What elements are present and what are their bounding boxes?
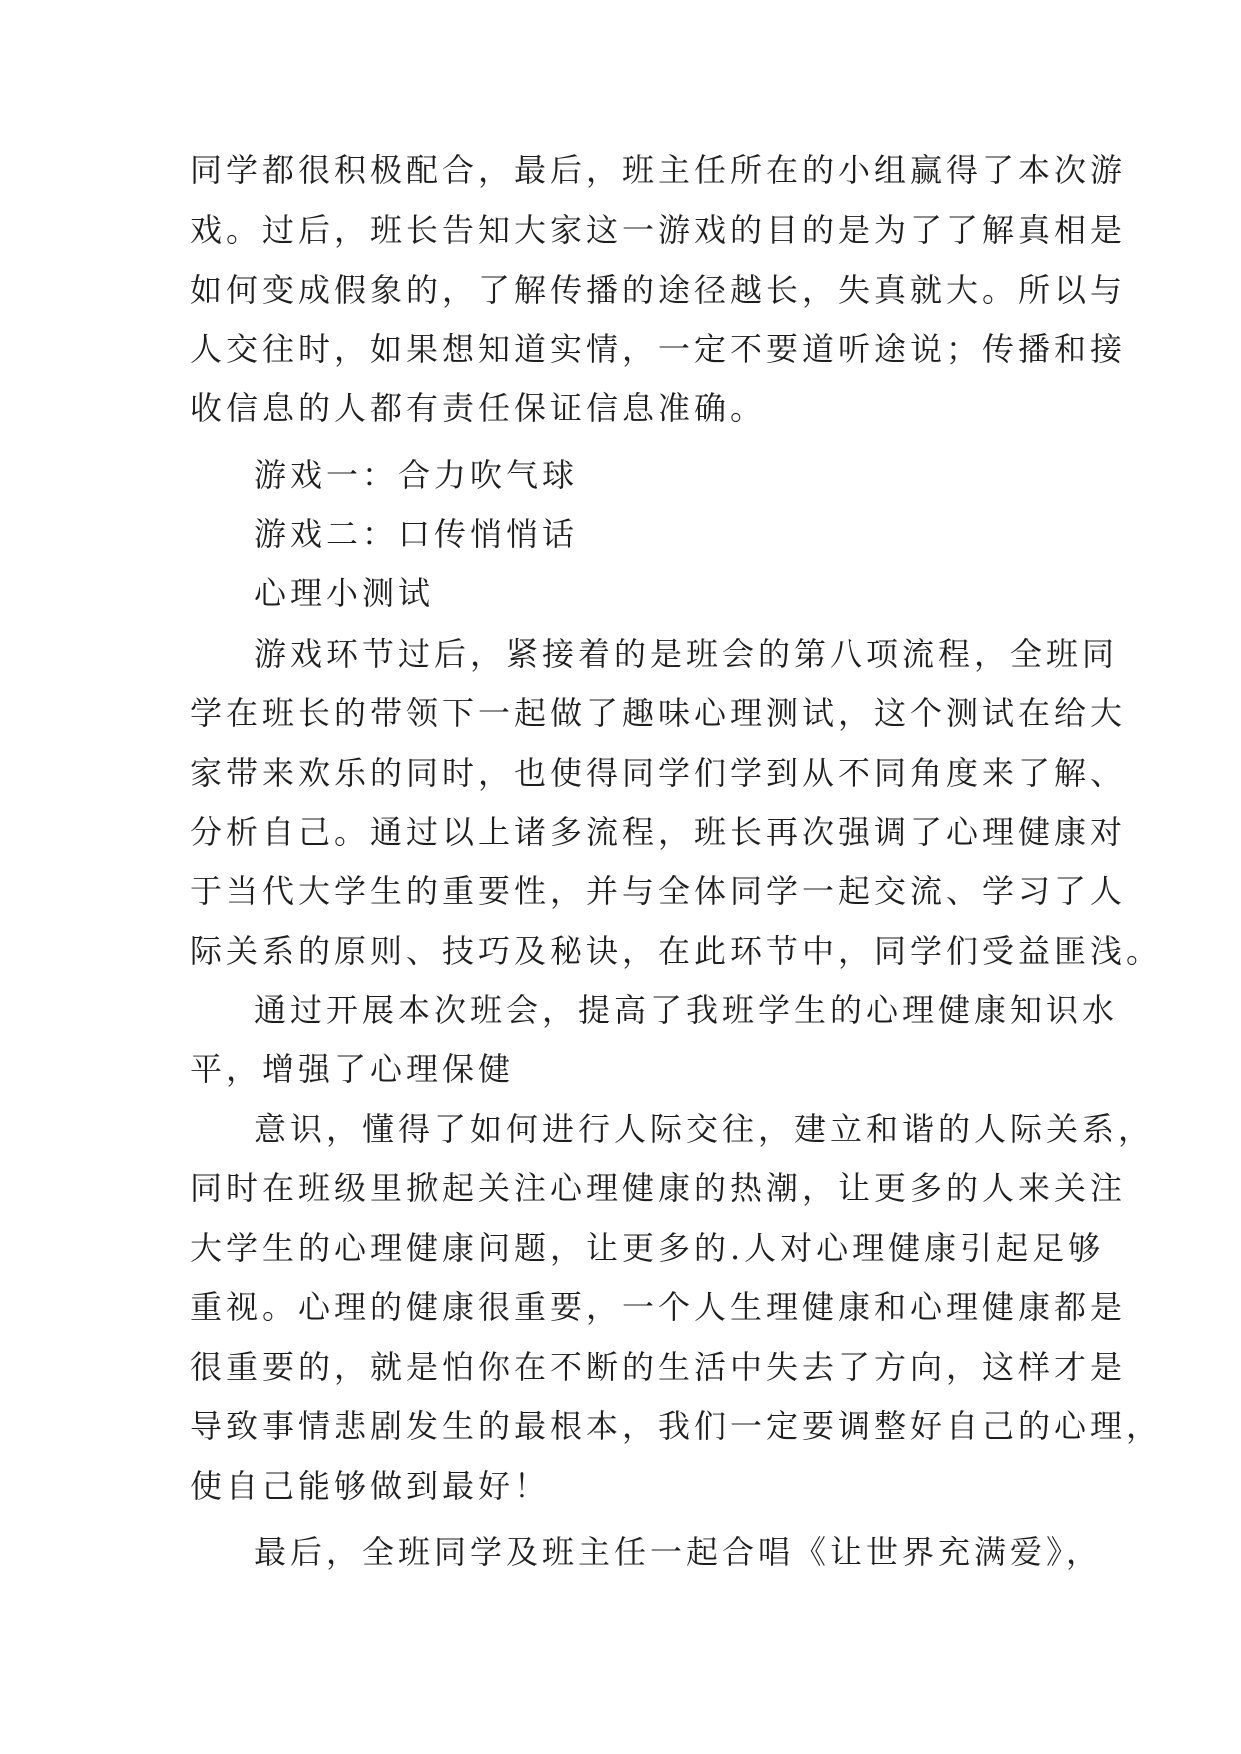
- psych-test-heading: 心理小测试: [254, 574, 435, 612]
- text-line: 同时在班级里掀起关注心理健康的热潮，让更多的人来关注: [190, 1169, 1127, 1207]
- text-line: 同学都很积极配合，最后，班主任所在的小组赢得了本次游: [190, 151, 1127, 189]
- text-line: 使自己能够做到最好！: [190, 1467, 551, 1505]
- text-line: 学在班长的带领下一起做了趣味心理测试，这个测试在给大: [190, 694, 1127, 732]
- text-line: 际关系的原则、技巧及秘诀，在此环节中，同学们受益匪浅。: [190, 932, 1163, 970]
- text-line: 游戏环节过后，紧接着的是班会的第八项流程，全班同: [254, 635, 1119, 673]
- text-line: 意识，懂得了如何进行人际交往，建立和谐的人际关系，: [254, 1110, 1155, 1148]
- text-line: 收信息的人都有责任保证信息准确。: [190, 389, 767, 427]
- game-two-heading: 游戏二：口传悄悄话: [254, 515, 579, 553]
- text-line: 于当代大学生的重要性，并与全体同学一起交流、学习了人: [190, 872, 1127, 910]
- text-line: 通过开展本次班会，提高了我班学生的心理健康知识水: [254, 991, 1119, 1029]
- text-line: 导致事情悲剧发生的最根本，我们一定要调整好自己的心理，: [190, 1407, 1163, 1445]
- text-line: 如何变成假象的，了解传播的途径越长，失真就大。所以与: [190, 271, 1127, 309]
- text-line: 重视。心理的健康很重要，一个人生理健康和心理健康都是: [190, 1288, 1127, 1326]
- game-one-heading: 游戏一：合力吹气球: [254, 456, 579, 494]
- text-line: 戏。过后，班长告知大家这一游戏的目的是为了了解真相是: [190, 211, 1127, 249]
- text-line: 人交往时，如果想知道实情，一定不要道听途说；传播和接: [190, 330, 1127, 368]
- text-line: 分析自己。通过以上诸多流程，班长再次强调了心理健康对: [190, 813, 1127, 851]
- text-line: 平，增强了心理保健: [190, 1050, 515, 1088]
- text-line: 家带来欢乐的同时，也使得同学们学到从不同角度来了解、: [190, 754, 1127, 792]
- text-line: 很重要的，就是怕你在不断的生活中失去了方向，这样才是: [190, 1348, 1127, 1386]
- text-line: 最后，全班同学及班主任一起合唱《让世界充满爱》，: [254, 1533, 1103, 1571]
- text-line: 大学生的心理健康问题，让更多的.人对心理健康引起足够: [190, 1229, 1105, 1267]
